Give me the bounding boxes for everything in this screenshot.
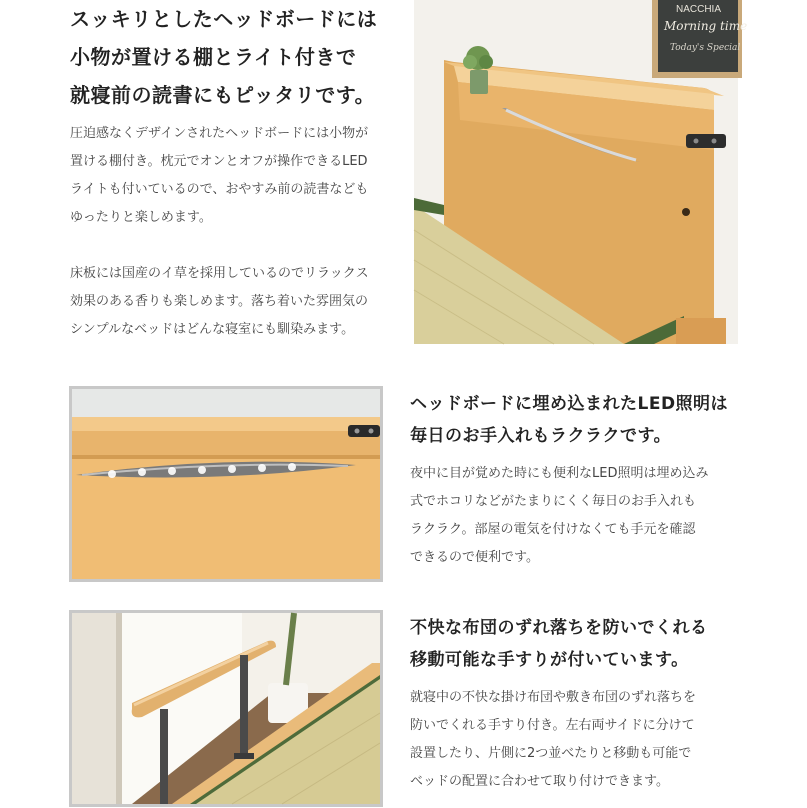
- led-lighting-heading: [410, 388, 728, 452]
- body-line: 床板には国産のイ草を採用しているのでリラックス: [70, 266, 369, 281]
- body-line: 効果のある香りも楽しめます。落ち着いた雰囲気の: [70, 294, 368, 309]
- heading-line: スッキリとしたヘッドボードには: [70, 7, 378, 31]
- sign-text: Morning time: [664, 19, 748, 33]
- body-line: 式でホコリなどがたまりにくく毎日のお手入れも: [410, 494, 697, 509]
- body-line: できるので便利です。: [410, 550, 539, 565]
- heading-line: 移動可能な手すりが付いています。: [410, 650, 689, 670]
- body-line: 夜中に目が覚めた時にも便利なLED照明は埋め込み: [410, 466, 709, 481]
- bed-headboard-photo: [414, 0, 748, 344]
- led-headboard-illustration: [72, 389, 380, 579]
- led-headboard-photo: [69, 386, 383, 582]
- body-line-spacer: [70, 232, 369, 260]
- handrail-photo: [69, 610, 383, 807]
- body-line: 置ける棚付き。枕元でオンとオフが操作できるLED: [70, 154, 368, 169]
- body-line: ラクラク。部屋の電気を付けなくても手元を確認: [410, 522, 696, 537]
- body-line: ゆったりと楽しめます。: [70, 210, 212, 225]
- bed-headboard-illustration: [414, 0, 748, 344]
- heading-line: 毎日のお手入れもラクラクです。: [410, 426, 672, 446]
- handrail-illustration: [72, 613, 380, 804]
- body-line: ライトも付いているので、おやすみ前の読書なども: [70, 182, 369, 197]
- body-line: ベッドの配置に合わせて取り付けできます。: [410, 774, 669, 789]
- headboard-shelf-description: [70, 120, 369, 344]
- body-line: 就寝中の不快な掛け布団や敷き布団のずれ落ちを: [410, 690, 697, 705]
- headboard-shelf-heading: [70, 0, 377, 114]
- body-line: 防いでくれる手すり付き。左右両サイドに分けて: [410, 718, 695, 733]
- handrail-heading: [410, 612, 708, 676]
- body-line: 圧迫感なくデザインされたヘッドボードには小物が: [70, 126, 369, 141]
- heading-line: 小物が置ける棚とライト付きで: [70, 45, 357, 69]
- heading-line: ヘッドボードに埋め込まれたLED照明は: [410, 394, 729, 414]
- handrail-description: [410, 684, 696, 796]
- sign-text: NACCHIA: [676, 4, 722, 15]
- body-line: 設置したり、片側に2つ並べたりと移動も可能で: [410, 746, 692, 761]
- sign-text: Today's Special: [670, 43, 741, 53]
- heading-line: 不快な布団のずれ落ちを防いでくれる: [410, 618, 708, 638]
- body-line: シンプルなベッドはどんな寝室にも馴染みます。: [70, 322, 355, 337]
- heading-line: 就寝前の読書にもピッタリです。: [70, 83, 376, 107]
- led-lighting-description: [410, 460, 708, 572]
